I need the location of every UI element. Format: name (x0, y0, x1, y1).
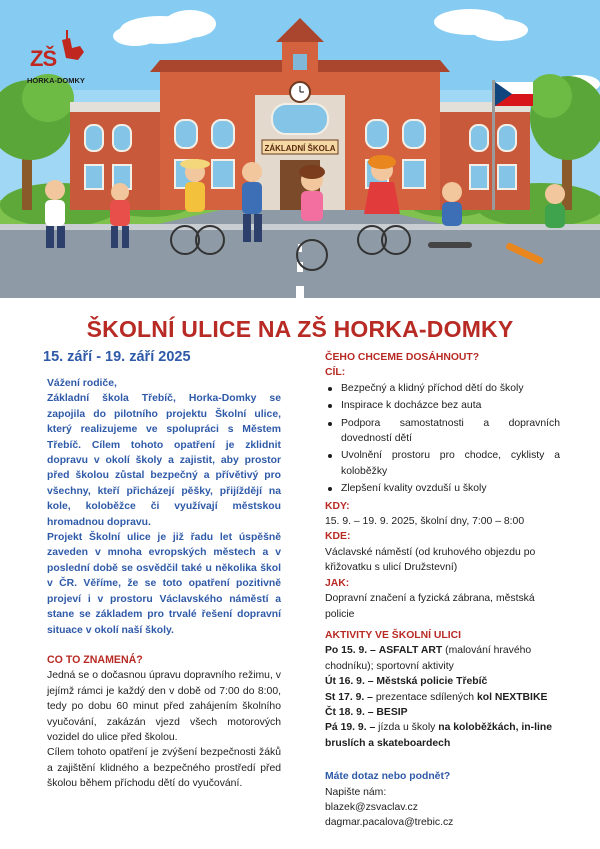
list-item: Bezpečný a klidný příchod dětí do školy (325, 381, 560, 396)
activity-wednesday (325, 690, 560, 705)
goals-list (325, 381, 560, 497)
when-value: 15. 9. – 19. 9. 2025, školní dny, 7:00 – 8:00 (325, 516, 525, 528)
contact-email-1[interactable]: blazek@zsvaclav.cz (325, 801, 418, 813)
activity-title: kol NEXTBIKE (476, 691, 548, 703)
activity-day: Čt 18. 9. – (325, 706, 374, 718)
how-label: JAK: (325, 577, 350, 589)
list-item: Uvolnění prostoru pro chodce, cyklisty a koloběžky (325, 448, 560, 479)
left-column (47, 376, 281, 792)
page-title: ŠKOLNÍ ULICE NA ZŠ HORKA-DOMKY (86, 316, 514, 342)
list-item: Inspirace k docházce bez auta (325, 398, 560, 413)
activity-thursday (325, 705, 560, 720)
activity-title: na koloběžkách, in-line bruslích a skateboardech (325, 722, 552, 749)
activity-day: Pá 19. 9. – (325, 722, 376, 734)
activity-detail: (malování hravého chodníku); sportovní aktivity (325, 645, 532, 672)
activity-title: Městská policie Třebíč (376, 676, 488, 688)
when-label: KDY: (325, 500, 350, 512)
activity-tuesday (325, 674, 560, 689)
logo-mark: ZŠ (30, 46, 57, 71)
activity-day: St 17. 9. – (325, 691, 373, 703)
activity-title: BESIP (376, 706, 408, 718)
meaning-paragraph-2: Cílem tohoto opatření je zvýšení bezpečnosti žáků a zajištění klidného a bezpečného prostředí před školou během příchodu dětí do vyučování. (47, 747, 281, 790)
logo-name: HORKA-DOMKY (27, 76, 85, 85)
activities-heading: AKTIVITY VE ŠKOLNÍ ULICI (325, 629, 462, 641)
list-item: Zlepšení kvality ovzduší u školy (325, 481, 560, 496)
activity-monday (325, 643, 560, 674)
meaning-heading: CO TO ZNAMENÁ? (47, 653, 143, 666)
hero-illustration (0, 0, 600, 298)
poster-content (0, 298, 600, 849)
contact-write: Napište nám: (325, 786, 387, 798)
school-sign: ZÁKLADNÍ ŠKOLA (264, 144, 336, 153)
intro-paragraph-1: Základní škola Třebíč, Horka-Domky se zapojila do pilotního projektu Školní ulice, který realizujeme ve spolupráci s Městem Třebíč. Cílem tohoto opatření je zklidnit dopravu v okolí školy a zajistit, aby prostor před školou zůstal bezpečný a přívětivý pro všechny, kteří přicházejí pěšky, přijíždějí na kole, koloběžce či využívají městskou hromadnou dopravu. (47, 393, 281, 528)
activity-friday (325, 720, 560, 751)
meaning-paragraph-1: Jedná se o dočasnou úpravu dopravního režimu, v jejímž rámci je každý den v době od 7:00 do 8:00, tedy po dobu 60 minut před zahájením školního vyučování, zakázán vjezd všech motorových vozidel do ulice před školou. (47, 670, 281, 743)
activity-title: ASFALT ART (378, 645, 443, 657)
contact-question: Máte dotaz nebo podnět? (325, 771, 451, 783)
contact-email-2[interactable]: dagmar.pacalova@trebic.cz (325, 817, 454, 829)
activity-day: Út 16. 9. – (325, 676, 374, 688)
school-street-illustration (0, 0, 600, 298)
activity-detail: prezentace sdílených (375, 691, 475, 703)
where-label: KDE: (325, 531, 351, 543)
activity-detail: jízda u školy (378, 722, 436, 734)
activity-day: Po 15. 9. – (325, 645, 376, 657)
list-item: Podpora samostatnosti a dopravních dovedností dětí (325, 416, 560, 447)
how-value: Dopravní značení a fyzická zábrana, městská policie (325, 593, 535, 620)
greeting: Vážení rodiče, (47, 378, 117, 389)
right-column (325, 350, 560, 831)
where-value: Václavské náměstí (od kruhového objezdu po křižovatku s ulicí Družstevní) (325, 546, 536, 574)
intro-paragraph-2: Projekt Školní ulice je již řadu let úspěšně zaveden v mnoha evropských městech a v poslední době se osvědčil také u několika škol v ČR. Věříme, že se toto opatření pozitivně projeví i v prostoru Václavského náměstí a stane se základem pro trvalé řešení dopravní situace v okolí naší školy. (47, 532, 281, 636)
event-dates: 15. září - 19. září 2025 (43, 349, 191, 365)
goals-heading: ČEHO CHCEME DOSÁHNOUT? (325, 352, 480, 363)
goals-label: CÍL: (325, 367, 346, 379)
